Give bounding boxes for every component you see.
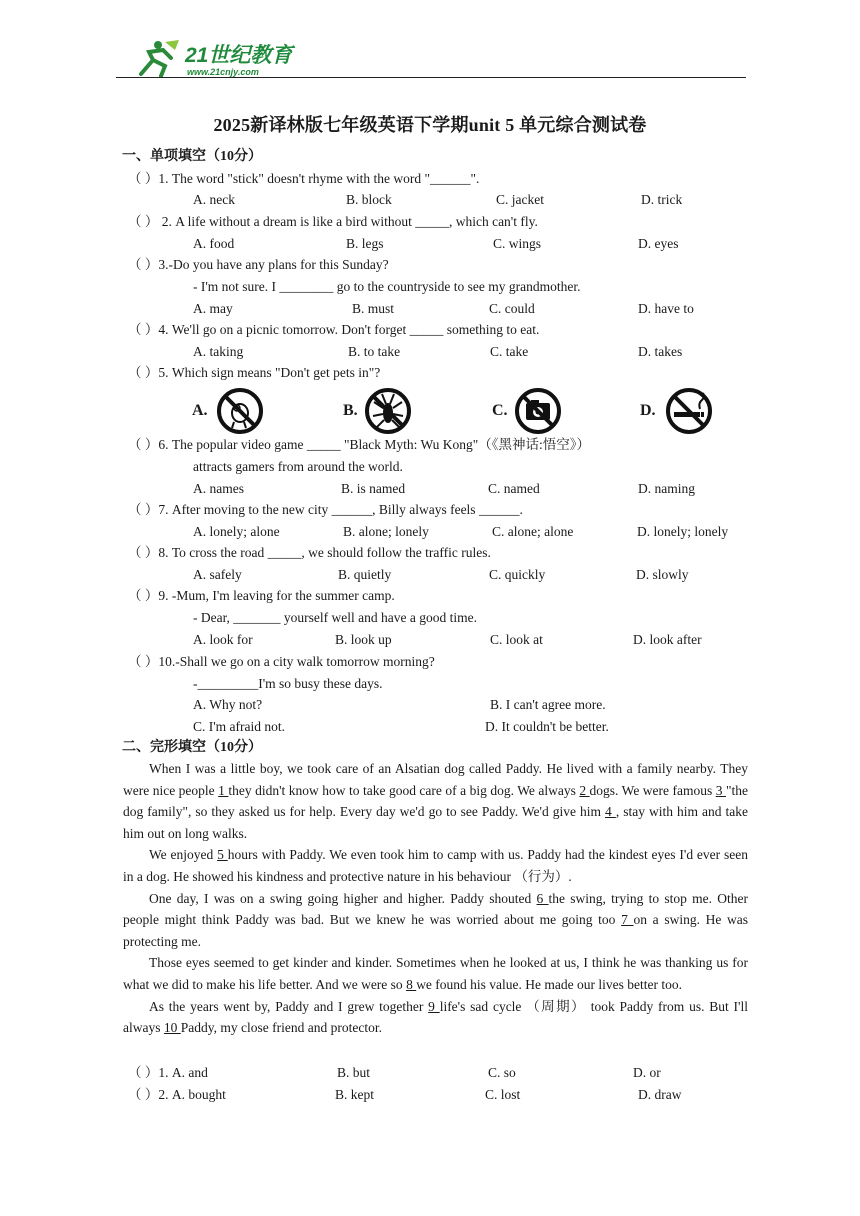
question-stem: （ ） 2. A life without a dream is like a bird without _____, which can't fly. <box>128 214 538 229</box>
option-d: D. eyes <box>638 236 679 251</box>
blank-5: 5 <box>217 847 228 863</box>
option-a: A. may <box>193 301 233 316</box>
blank-7: 7 <box>621 912 634 928</box>
question-stem: （ ）5. Which sign means "Don't get pets in"? <box>128 365 381 380</box>
question-stem: （ ）7. After moving to the new city ______, Billy always feels ______. <box>128 502 523 517</box>
option-c: C. named <box>488 481 540 496</box>
option-a: A. lonely; alone <box>193 524 280 539</box>
option-a: A. safely <box>193 567 242 582</box>
option-c: C. <box>492 402 508 419</box>
question-stem: （ ）9. -Mum, I'm leaving for the summer camp. <box>128 588 395 603</box>
option-c: C. take <box>490 344 529 359</box>
option-a: A. neck <box>193 192 235 207</box>
header-rule <box>116 77 746 78</box>
option-a: A. taking <box>193 344 244 359</box>
blank-6: 6 <box>536 890 549 906</box>
option-c: C. wings <box>493 236 542 251</box>
option-a: A. food <box>193 236 235 251</box>
question-stem: （ ）4. We'll go on a picnic tomorrow. Don't forget _____ something to eat. <box>128 322 540 337</box>
option-c: C. I'm afraid not. <box>193 719 286 734</box>
section-heading: 一、单项填空（10分） <box>122 149 262 164</box>
logo-text: 21世纪教育 <box>185 44 293 67</box>
option-d: D. have to <box>638 301 694 316</box>
no-insects-sign-icon <box>362 386 414 436</box>
question-stem: （ ）8. To cross the road _____, we should follow the traffic rules. <box>128 545 491 560</box>
option-a: A. <box>192 402 208 419</box>
blank-9: 9 <box>428 998 440 1014</box>
option-d: D. slowly <box>636 567 689 582</box>
cloze-passage <box>123 758 748 1039</box>
option-a: A. Why not? <box>193 697 263 712</box>
option-d: D. naming <box>638 481 695 496</box>
option-c: C. lost <box>485 1087 521 1102</box>
logo-url: www.21cnjy.com <box>187 67 259 77</box>
page-title: 2025新译林版七年级英语下学期unit 5 单元综合测试卷 <box>213 115 647 135</box>
no-pets-sign-icon <box>214 386 266 436</box>
option-d: D. <box>640 402 656 419</box>
blank-8: 8 <box>406 976 417 992</box>
option-b: B. kept <box>335 1087 374 1102</box>
passage-paragraph: One day, I was on a swing going higher and higher. Paddy shouted 6 the swing, trying to stop me. Other people might think Paddy was bad. But we knew he was worried about me going too 7 on a swing. He was protecting me. <box>123 890 749 949</box>
blank-4: 4 <box>605 804 616 820</box>
option-d: D. look after <box>633 632 702 647</box>
option-d: D. draw <box>638 1087 682 1102</box>
option-c: C. alone; alone <box>492 524 574 539</box>
blank-1: 1 <box>218 782 229 798</box>
question-stem: （ ）1. The word "stick" doesn't rhyme with the word "______". <box>128 171 480 186</box>
no-photography-sign-icon <box>512 386 564 436</box>
option-d: D. trick <box>641 192 683 207</box>
option-c: C. quickly <box>489 567 546 582</box>
runner-icon <box>141 40 179 76</box>
question-stem: （ ）10.-Shall we go on a city walk tomorrow morning? <box>128 654 435 669</box>
question-stem: （ ）6. The popular video game _____ "Black Myth: Wu Kong"（《黑神话:悟空》） <box>128 437 591 452</box>
passage-paragraph: As the years went by, Paddy and I grew together 9 life's sad cycle （周期） took Paddy from us. But I'll always 10 Paddy, my close friend and protector. <box>123 998 748 1036</box>
section-heading: 二、完形填空（10分） <box>122 740 262 755</box>
option-b: B. I can't agree more. <box>490 697 606 712</box>
option-d: D. or <box>633 1065 661 1080</box>
option-b: B. quietly <box>338 567 392 582</box>
option-b: B. <box>343 402 358 419</box>
option-d: D. lonely; lonely <box>637 524 729 539</box>
option-b: B. to take <box>348 344 401 359</box>
option-d: D. It couldn't be better. <box>485 719 609 734</box>
option-b: B. look up <box>335 632 392 647</box>
option-a: A. names <box>193 481 244 496</box>
option-b: B. is named <box>341 481 406 496</box>
no-smoking-sign-icon <box>662 386 716 436</box>
option-b: B. but <box>337 1065 371 1080</box>
site-logo <box>135 38 305 78</box>
question-stem: （ ）1. A. and <box>128 1065 208 1080</box>
blank-10: 10 <box>163 1020 181 1036</box>
option-b: B. alone; lonely <box>343 524 429 539</box>
option-b: B. must <box>352 301 395 316</box>
option-d: D. takes <box>638 344 683 359</box>
option-c: C. look at <box>490 632 543 647</box>
option-c: C. could <box>489 301 535 316</box>
question-line: attracts gamers from around the world. <box>193 459 403 474</box>
question-line: -_________I'm so busy these days. <box>193 676 383 691</box>
question-line: - I'm not sure. I ________ go to the countryside to see my grandmother. <box>193 279 581 294</box>
option-a: A. look for <box>193 632 253 647</box>
option-c: C. jacket <box>496 192 544 207</box>
passage-paragraph: When I was a little boy, we took care of an Alsatian dog called Paddy. He lived with a family nearby. They were nice people 1 they didn't know how to take good care of a big dog. We always 2 dogs. We were famous 3 "the dog family", so they asked us for help. Every day we'd go to see Paddy. We'd give him 4 , stay with him and take him out on long walks. <box>123 761 749 841</box>
option-b: B. legs <box>346 236 384 251</box>
question-stem: （ ）2. A. bought <box>128 1087 226 1102</box>
passage-paragraph: We enjoyed 5 hours with Paddy. We even took him to camp with us. Paddy had the kindest eyes I'd ever seen in a dog. He showed his kindness and protective nature in his behaviour （行为）. <box>123 847 749 884</box>
option-c: C. so <box>488 1065 516 1080</box>
blank-2: 2 <box>579 782 590 798</box>
question-stem: （ ）3.-Do you have any plans for this Sunday? <box>128 257 389 272</box>
blank-3: 3 <box>715 782 726 798</box>
passage-paragraph: Those eyes seemed to get kinder and kinder. Sometimes when he looked at us, I think he was thanking us for what we did to make his life better. And we were so 8 we found his value. He made our lives better too. <box>123 955 748 992</box>
option-b: B. block <box>346 192 392 207</box>
question-line: - Dear, _______ yourself well and have a good time. <box>193 610 478 625</box>
